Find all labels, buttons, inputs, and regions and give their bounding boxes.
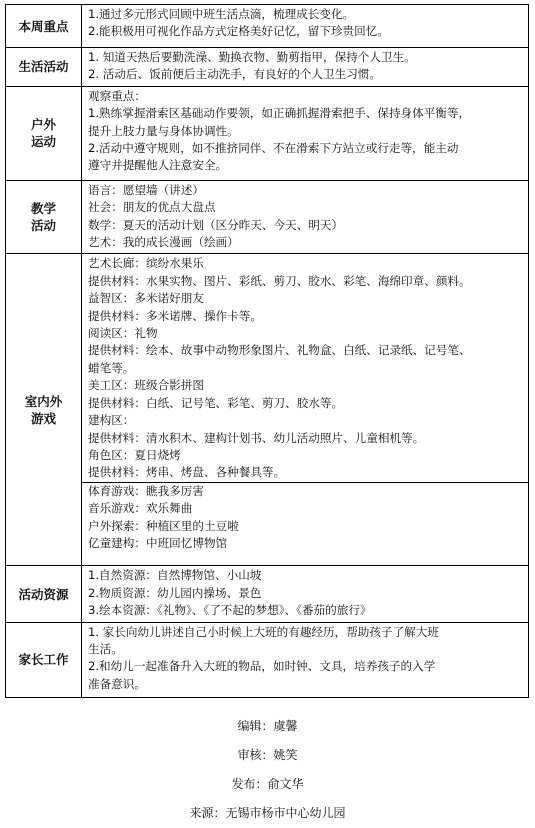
content-line: 提供材料：多米诺牌、操作卡等。 [88,308,262,323]
content-line: 1.自然资源：自然博物馆、小山坡 [88,568,262,583]
content-line: 生活。 [88,642,123,657]
content-line: 1.熟练掌握滑索区基础动作要领，如正确抓握滑索把手、保持身体平衡等， [88,106,471,121]
credit-value: 虞馨 [273,719,298,733]
row-label-line: 户外 [30,117,56,133]
content-line: 亿童建构：中班回忆博物馆 [88,535,228,550]
row-label-outdoor [6,86,82,180]
row-life [6,48,529,87]
content-line: 提供材料：绘本、故事中动物形象图片、礼物盒、白纸、记录纸、记号笔、 [88,343,471,358]
content-line: 2.物质资源：幼儿园内操场、景色 [88,585,262,600]
row-teaching [6,180,529,254]
content-group [88,255,524,481]
row-label-teaching [6,180,82,254]
row-content-resources [82,566,529,622]
credit-value: 俞文华 [267,777,304,791]
row-label-line: 游戏 [30,410,56,426]
content-line: 语言：愿望墙（讲述） [88,182,204,197]
content-line: 角色区：夏日烧烤 [88,447,181,462]
content-line: 社会：朋友的优点大盘点 [88,200,216,215]
credit-key: 编辑： [237,719,274,733]
credit-line [0,799,535,828]
credit-line [0,741,535,770]
content-line: 2. 活动后、饭前便后主动洗手，有良好的个人卫生习惯。 [88,67,381,82]
row-content-parents [82,622,529,697]
content-line: 蜡笔等。 [88,360,135,375]
content-line: 提供材料：白纸、记号笔、彩笔、剪刀、胶水等。 [88,395,344,410]
row-label-line: 活动资源 [18,586,69,602]
content-line: 提供材料：清水积木、建构计划书、幼儿活动照片、儿童相机等。 [88,430,425,445]
row-content-life [82,48,529,87]
row-label-line: 运动 [30,134,56,150]
content-line: 艺术：我的成长漫画（绘画） [88,235,239,250]
row-outdoor [6,86,529,180]
weekly-plan-body [6,5,529,698]
content-group [88,182,524,252]
row-resources [6,566,529,622]
content-line: 提供材料：水果实物、图片、彩纸、剪刀、胶水、彩笔、海绵印章、颜料。 [88,273,471,288]
row-parents [6,622,529,697]
row-content-outdoor [82,86,529,180]
content-line: 1.通过多元形式回顾中班生活点滴，梳理成长变化。 [88,7,355,21]
row-content-focus [82,5,529,48]
content-line: 建构区： [88,413,135,428]
content-line: 益智区：多米诺好朋友 [88,291,204,306]
credit-key: 发布： [231,777,268,791]
row-label-line: 教学 [30,201,56,217]
row-label-resources [6,566,82,622]
weekly-plan-table [5,4,529,698]
content-line: 1. 知道天热后要勤洗澡、勤换衣物、勤剪指甲，保持个人卫生。 [88,50,416,64]
content-line: 体育游戏：瞧我多厉害 [88,483,204,498]
row-label-line: 本周重点 [18,18,69,34]
row-label-focus [6,5,82,48]
row-focus [6,5,529,48]
row-label-line: 室内外 [24,393,63,409]
content-line: 提供材料：烤串、烤盘、各种餐具等。 [88,465,286,480]
content-line: 户外探索：种植区里的土豆啦 [88,518,239,533]
credit-value: 姚笑 [273,748,298,762]
content-line: 观察重点： [88,88,146,103]
content-line: 2.活动中遵守规则，如不推挤同伴、不在滑索下方站立或行走等，能主动 [88,141,459,156]
content-line: 3.绘本资源：《礼物》、《了不起的梦想》、《番茄的旅行》 [88,603,372,618]
content-group [88,88,524,175]
row-label-parents [6,622,82,697]
row-label-life [6,48,82,87]
content-line: 美工区：班级合影拼图 [88,378,204,393]
content-group [88,567,524,619]
credit-line [0,770,535,799]
content-line: 数学：夏天的活动计划（区分昨天、今天、明天） [88,217,344,232]
row-label-line: 活动 [30,218,56,234]
content-group [88,624,524,694]
content-line: 音乐游戏：欢乐舞曲 [88,501,193,516]
row-indoor [6,254,529,566]
credit-key: 来源： [189,806,226,820]
row-label-line: 家长工作 [18,652,69,668]
content-line: 遵守并提醒他人注意安全。 [88,158,228,173]
content-line: 2.能积极用可视化作品方式定格美好记忆，留下珍贵回忆。 [88,24,389,39]
row-content-teaching [82,180,529,254]
content-group [88,49,524,84]
row-content-indoor [82,254,529,566]
content-line: 1. 家长向幼儿讲述自己小时候上大班的有趣经历，帮助孩子了解大班 [88,624,439,639]
content-line: 艺术长廊：缤纷水果乐 [88,256,204,271]
content-line: 2.和幼儿一起准备升入大班的物品，如时钟、文具，培养孩子的入学 [88,659,436,674]
content-group [82,482,528,553]
content-line: 准备意识。 [88,676,146,691]
content-line: 阅读区：礼物 [88,326,158,341]
row-label-line: 生活活动 [18,59,69,75]
content-group [88,6,524,41]
credit-key: 审核： [237,748,274,762]
credit-line [0,712,535,741]
row-label-indoor [6,254,82,566]
content-line: 提升上肢力量与身体协调性。 [88,123,239,138]
credit-value: 无锡市杨市中心幼儿园 [225,806,346,820]
